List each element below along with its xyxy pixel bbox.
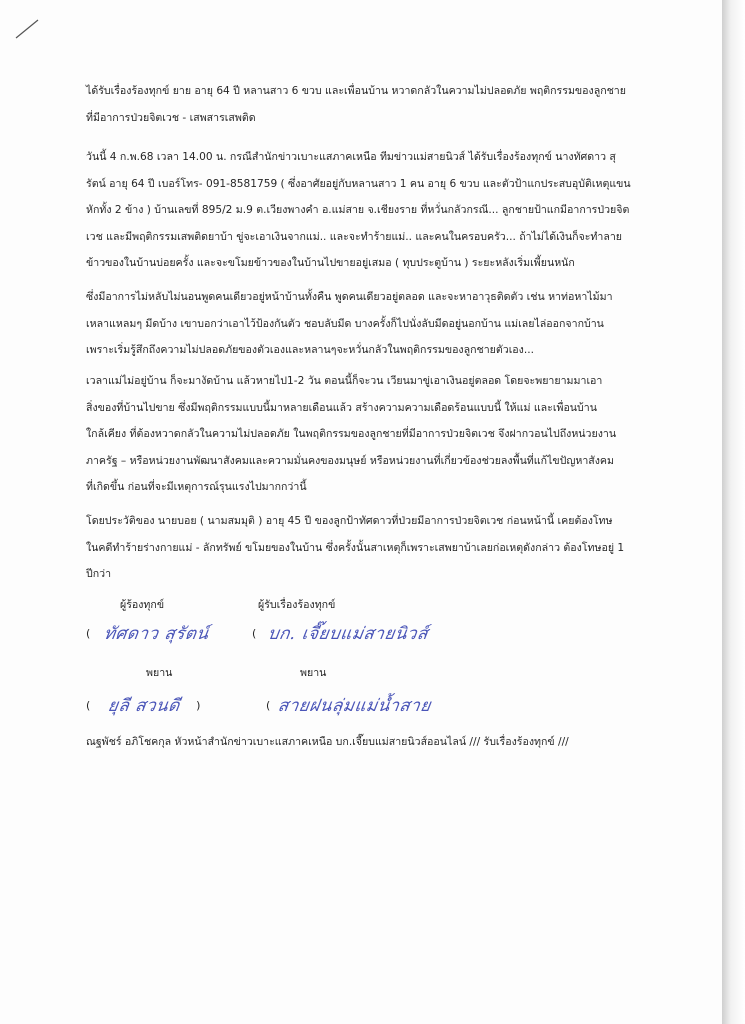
close-paren: )	[196, 699, 201, 712]
receiver-signature	[252, 620, 428, 647]
paragraph-4	[86, 508, 646, 588]
paragraph-line: เหลาแหลมๆ มีดบ้าง เขาบอกว่าเอาไว้ป้องกันตัว ชอบลับมีด บางครั้งก็ไปนั่งลับมีดอยู่นอกบ้าน แม่เลยไล่ออกจากบ้าน	[86, 317, 604, 330]
paragraph-line: รัตน์ อายุ 64 ปี เบอร์โทร- 091-8581759 ( ซึ่งอาศัยอยู่กับหลานสาว 1 คน อายุ 6 ขวบ และตัวป้าแกประสบอุบัติเหตุแขน	[86, 177, 631, 190]
paragraph-line: วันนี้ 4 ก.พ.68 เวลา 14.00 น. กรณีสำนักข่าวเบาะแสภาคเหนือ ทีมข่าวแม่สายนิวส์ ได้รับเรื่องร้องทุกข์ นางทัศดาว สุ	[86, 151, 616, 163]
paragraph-line: เวลาแม่ไม่อยู่บ้าน ก็จะมางัดบ้าน แล้วหายไป1-2 วัน ตอนนี้ก็จะวน เวียนมาขู่เอาเงินอยู่ตลอด โดยจะพยายามมาเอา	[86, 375, 603, 387]
complainant-label: ผู้ร้องทุกข์	[120, 599, 165, 611]
receiver-label: ผู้รับเรื่องร้องทุกข์	[258, 599, 336, 611]
open-paren: (	[86, 627, 91, 640]
paragraph-line: หักทั้ง 2 ข้าง ) บ้านเลขที่ 895/2 ม.9 ต.เวียงพางคำ อ.แม่สาย จ.เชียงราย ที่หวั่นกลัวกรณี... ลูกชายป้าแกมีอาการป่วยจิต	[86, 204, 630, 216]
paragraph-1	[86, 144, 646, 277]
complainant-signature	[86, 620, 209, 647]
open-paren: (	[266, 699, 271, 712]
paragraph-line: ใกล้เคียง ที่ต้องหวาดกลัวในความไม่ปลอดภัย ในพฤติกรรมของลูกชายที่มีอาการป่วยจิตเวช จึงฝากวอนไปถึงหน่วยงาน	[86, 428, 617, 440]
paragraph-3	[86, 368, 646, 501]
paragraph-line: ภาครัฐ – หรือหน่วยงานพัฒนาสังคมและความมั่นคงของมนุษย์ หรือหน่วยงานที่เกี่ยวข้องช่วยลงพื้นที่แก้ไขปัญหาสังคม	[86, 454, 614, 467]
witness-2-handwritten-name: สายฝนลุ่มแม่น้ำสาย	[276, 696, 433, 716]
paragraph-line: สิ่งของที่บ้านไปขาย ซึ่งมีพฤติกรรมแบบนี้มาหลายเดือนแล้ว สร้างความความเดือดร้อนแบบนี้ ให้แม่ และเพื่อนบ้าน	[86, 401, 597, 414]
paragraph-line: ปีกว่า	[86, 568, 112, 580]
pen-mark-icon	[14, 18, 40, 40]
witness-1-label: พยาน	[146, 667, 173, 679]
headline-line-2: ที่มีอาการป่วยจิตเวช - เสพสารเสพติด	[86, 111, 256, 124]
scan-edge	[722, 0, 745, 1024]
complainant-handwritten-name: ทัศดาว สุรัตน์	[102, 624, 211, 644]
paragraph-line: เพราะเริ่มรู้สึกถึงความไม่ปลอดภัยของตัวเองและหลานๆจะหวั่นกลัวในพฤติกรรมของลูกชายตัวเอง...	[86, 344, 534, 356]
open-paren: (	[86, 699, 91, 712]
paragraph-line: โดยประวัติของ นายบอย ( นามสมมุติ ) อายุ 45 ปี ของลูกป้าทัศดาวที่ป่วยมีอาการป่วยจิตเวช ก่อนหน้านี้ เคยต้องโทษ	[86, 515, 613, 527]
paragraph-line: ข้าวของในบ้านบ่อยครั้ง และจะขโมยข้าวของในบ้านไปขายอยู่เสมอ ( ทุบประตูบ้าน ) ระยะหลังเริ่มเพี้ยนหนัก	[86, 257, 575, 269]
footer-credit: ณฐพัชร์ อภิโชคกุล หัวหน้าสำนักข่าวเบาะแสภาคเหนือ บก.เจี๊ยบแม่สายนิวส์ออนไลน์ /// รับเรื่องร้องทุกข์ ///	[86, 736, 569, 748]
paragraph-line: เวช และมีพฤติกรรมเสพติดยาบ้า ขู่จะเอาเงินจากแม่.. และจะทำร้ายแม่.. และคนในครอบครัว... ถ้าไม่ได้เงินก็จะทำลาย	[86, 230, 623, 243]
witness-1-handwritten-name: ยุลี สวนดี	[106, 696, 182, 716]
receiver-handwritten-name: บก. เจี๊ยบแม่สายนิวส์	[266, 624, 430, 644]
open-paren: (	[252, 627, 257, 640]
paragraph-line: ซึ่งมีอาการไม่หลับไม่นอนพูดคนเดียวอยู่หน้าบ้านทั้งคืน พูดคนเดียวอยู่ตลอด และจะหาอาวุธติดตัว เช่น หาท่อหาไม้มา	[86, 291, 613, 303]
paragraph-2	[86, 284, 646, 364]
paragraph-line: ในคดีทำร้ายร่างกายแม่ - ลักทรัพย์ ขโมยของในบ้าน ซึ่งครั้งนั้นสาเหตุก็เพราะเสพยาบ้าเลยก่อเหตุดังกล่าว ต้องโทษอยู่ 1	[86, 541, 625, 554]
headline-line-1: ได้รับเรื่องร้องทุกข์ ยาย อายุ 64 ปี หลานสาว 6 ขวบ และเพื่อนบ้าน หวาดกลัวในความไม่ปลอดภัย พฤติกรรมของลูกชาย	[86, 85, 626, 97]
witness-1-signature	[86, 692, 200, 719]
witness-2-signature	[266, 692, 431, 719]
witness-2-label: พยาน	[300, 667, 327, 679]
headline	[86, 78, 646, 131]
paragraph-line: ที่เกิดขึ้น ก่อนที่จะมีเหตุการณ์รุนแรงไปมากกว่านี้	[86, 481, 307, 493]
